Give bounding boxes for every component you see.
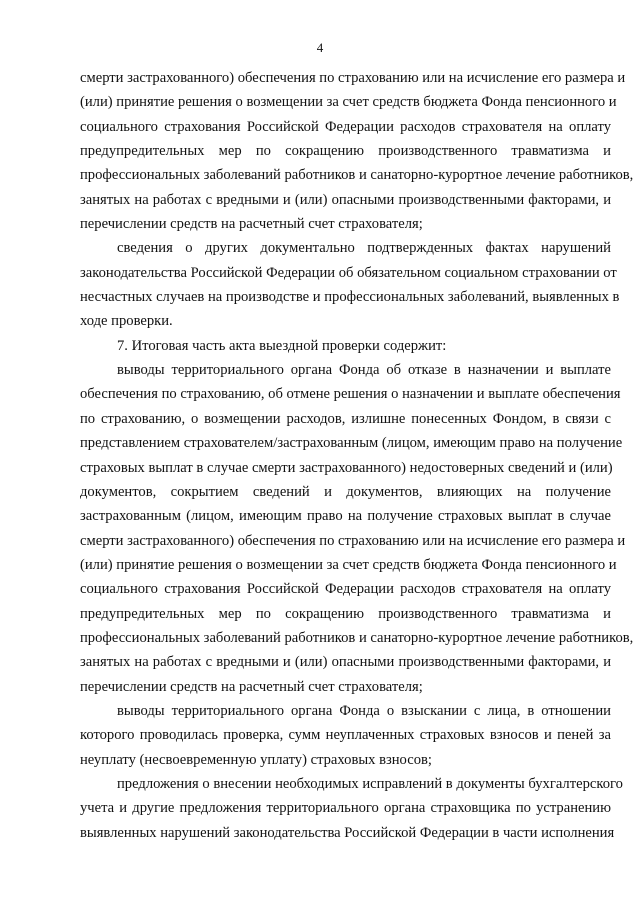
text-line: профессиональных заболеваний работников и санаторно-курортное лечение работников, xyxy=(80,167,634,184)
text-line: социального страхования Российской Федерации расходов страхователя на оплату xyxy=(80,581,611,598)
text-line: 7. Итоговая часть акта выездной проверки содержит: xyxy=(117,337,447,354)
text-line: перечислении средств на расчетный счет страхователя; xyxy=(80,678,423,695)
page-number: 4 xyxy=(316,40,324,55)
text-line: профессиональных заболеваний работников и санаторно-курортное лечение работников, xyxy=(80,629,634,646)
text-line: занятых на работах с вредными и (или) опасными производственными факторами, и xyxy=(80,191,611,208)
text-line: (или) принятие решения о возмещении за счет средств бюджета Фонда пенсионного и xyxy=(80,556,617,573)
text-line: предложения о внесении необходимых исправлений в документы бухгалтерского xyxy=(117,775,623,792)
text-line: представлением страхователем/застрахованным (лицом, имеющим право на получение xyxy=(80,435,623,452)
text-line: социального страхования Российской Федерации расходов страхователя на оплату xyxy=(80,118,611,135)
text-line: ходе проверки. xyxy=(80,313,173,330)
text-line: которого проводилась проверка, сумм неуплаченных страховых взносов и пеней за xyxy=(80,727,611,744)
text-line: выводы территориального органа Фонда об отказе в назначении и выплате xyxy=(117,362,611,379)
text-line: обеспечения по страхованию, об отмене решения о назначении и выплате обеспечения xyxy=(80,386,621,403)
text-line: учета и другие предложения территориального органа страховщика по устранению xyxy=(80,800,611,817)
text-line: неуплату (несвоевременную уплату) страховых взносов; xyxy=(80,751,432,768)
text-line: несчастных случаев на производстве и профессиональных заболеваний, выявленных в xyxy=(80,289,620,306)
text-line: (или) принятие решения о возмещении за счет средств бюджета Фонда пенсионного и xyxy=(80,94,617,111)
text-line: смерти застрахованного) обеспечения по страхованию или на исчисление его размера и xyxy=(80,532,626,549)
text-line: предупредительных мер по сокращению производственного травматизма и xyxy=(80,143,611,160)
text-line: документов, сокрытием сведений и документов, влияющих на получение xyxy=(80,483,611,500)
text-line: смерти застрахованного) обеспечения по страхованию или на исчисление его размера и xyxy=(80,70,626,86)
text-line: сведения о других документально подтвержденных фактах нарушений xyxy=(117,240,611,257)
text-line: застрахованным (лицом, имеющим право на получение страховых выплат в случае xyxy=(80,508,611,525)
text-line: страховых выплат в случае смерти застрахованного) недостоверных сведений и (или) xyxy=(80,459,613,476)
text-line: по страхованию, о возмещении расходов, излишне понесенных Фондом, в связи с xyxy=(80,410,611,427)
text-line: предупредительных мер по сокращению производственного травматизма и xyxy=(80,605,611,622)
text-line: законодательства Российской Федерации об обязательном социальном страховании от xyxy=(80,264,617,281)
document-body xyxy=(80,66,634,845)
text-line: перечислении средств на расчетный счет страхователя; xyxy=(80,216,423,233)
text-line: выявленных нарушений законодательства Российской Федерации в части исполнения xyxy=(80,824,615,841)
text-line: выводы территориального органа Фонда о взыскании с лица, в отношении xyxy=(117,702,611,719)
text-line: занятых на работах с вредными и (или) опасными производственными факторами, и xyxy=(80,654,611,671)
